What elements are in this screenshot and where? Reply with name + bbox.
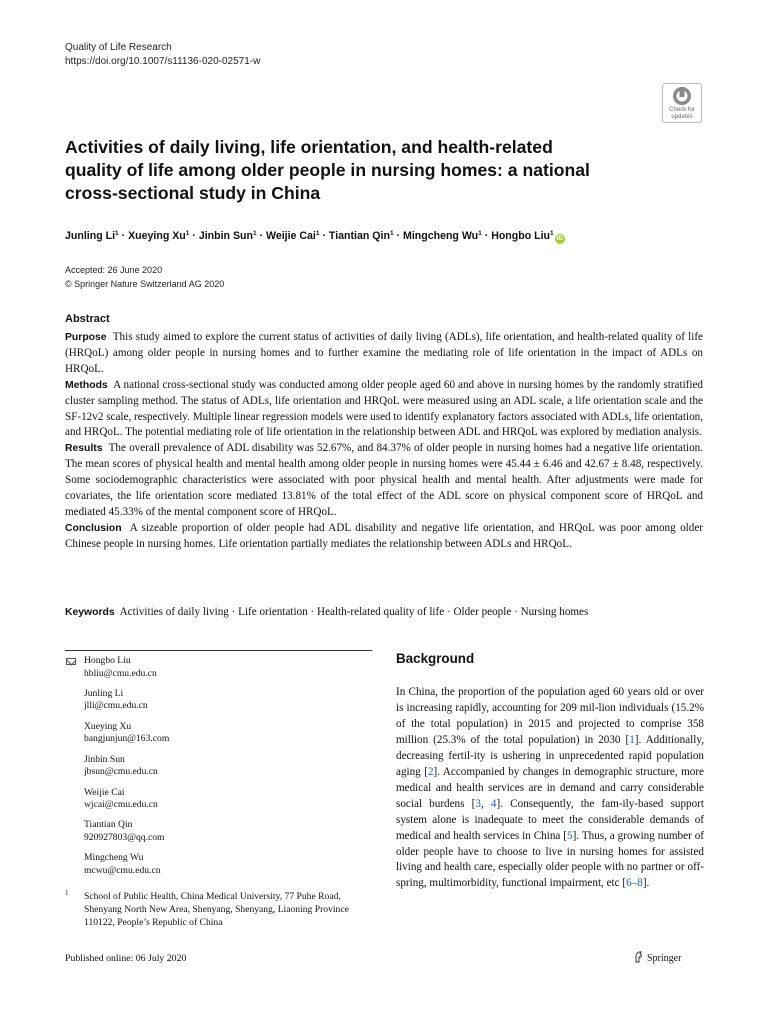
contact-name: Mingcheng Wu — [84, 852, 144, 864]
author-list — [65, 226, 705, 244]
journal-name: Quality of Life Research — [65, 42, 172, 53]
springer-horse-icon — [634, 951, 643, 963]
author-separator: · — [393, 230, 403, 242]
contact-name: Jinbin Sun — [84, 753, 125, 765]
background-text-part: , — [480, 797, 491, 810]
author-affil: 1 — [315, 230, 320, 237]
contact-name: Hongbo Liu — [84, 655, 131, 666]
author-separator: · — [118, 230, 129, 242]
contact-email[interactable]: bangjunjun@163.com — [84, 733, 170, 745]
background-text-part: ]. Thus, a growing number of older people have to choose to live in nursing homes for assisted living and health care, especially older people with no partner or off-spring, multimorbidity, functional impairment, etc [ — [396, 829, 704, 890]
author-name[interactable]: Tiantian Qin — [328, 230, 390, 242]
contact-entry — [65, 688, 365, 713]
author-name[interactable]: Junling Li — [65, 230, 116, 242]
contact-email[interactable]: wjcai@cmu.edu.cn — [84, 799, 158, 811]
journal-header — [65, 41, 260, 69]
keywords-text: Activities of daily living · Life orientation · Health-related quality of life · Older people · Nursing homes — [119, 606, 589, 618]
author-affil: 1 — [550, 230, 554, 237]
purpose-text: This study aimed to explore the current status of activities of daily living (ADLs), life orientation, and health-related quality of life (HRQoL) among older people in nursing homes and to further examine the mediating role of life orientation in the impact of ADLs on HRQoL. — [65, 331, 703, 375]
background-heading: Background — [396, 651, 475, 666]
author-name[interactable]: Jinbin Sun — [198, 230, 253, 242]
check-line2: updates — [671, 114, 693, 120]
affiliation-text: School of Public Health, China Medical University, 77 Puhe Road, Shenyang North New Area, Shenyang, Shenyang, Liaoning Province 110122, People’s Republic of China — [84, 891, 349, 929]
author-separator: · — [481, 230, 492, 242]
purpose-label: Purpose — [65, 332, 107, 343]
author-name[interactable]: Xueying Xu — [128, 230, 186, 242]
contact-email[interactable]: jbsun@cmu.edu.cn — [84, 766, 158, 778]
contact-entry — [65, 754, 365, 779]
abstract-conclusion — [65, 521, 703, 553]
citation-link[interactable]: 6–8 — [626, 877, 643, 890]
citation-link[interactable]: 2 — [427, 765, 434, 778]
footnote-divider — [65, 650, 372, 651]
citation-link[interactable]: 3 — [475, 797, 481, 810]
citation-link[interactable]: 1 — [629, 733, 635, 746]
author-separator: · — [189, 230, 199, 242]
author-separator: · — [256, 230, 267, 242]
abstract-purpose — [65, 330, 703, 378]
contact-entry — [65, 819, 365, 844]
citation-link[interactable]: 4 — [490, 797, 497, 810]
paper-title — [65, 136, 625, 205]
conclusion-label: Conclusion — [65, 522, 122, 534]
contact-email[interactable]: 920927803@qq.com — [84, 831, 165, 843]
email-icon — [66, 658, 76, 665]
background-text-part: ]. Accompanied by changes in demographic structure, more medical and health services are in demand and carry considerable social burdens [ — [396, 765, 704, 810]
copyright-line: © Springer Nature Switzerland AG 2020 — [65, 278, 225, 289]
accepted-date: Accepted: 26 June 2020 — [65, 265, 163, 275]
background-text — [396, 685, 704, 892]
author-name[interactable]: Weijie Cai — [266, 230, 316, 242]
contact-entry — [65, 787, 365, 812]
background-text-part: ]. — [642, 877, 650, 890]
methods-label: Methods — [65, 379, 108, 391]
contact-name: Weijie Cai — [84, 786, 125, 798]
background-text-part: ]. Consequently, the fam-ily-based support system alone is inadequate to meet the considerable demands of medical and health services in China [ — [396, 797, 704, 842]
check-line1: Check for — [669, 107, 695, 113]
author-name[interactable]: Hongbo Liu — [491, 230, 551, 242]
author-name[interactable]: Mingcheng Wu — [403, 230, 479, 242]
doi-link[interactable]: https://doi.org/10.1007/s11136-020-02571-w — [65, 56, 261, 67]
contact-entry — [65, 655, 365, 680]
author-affil: 1 — [115, 230, 119, 237]
results-text: The overall prevalence of ADL disability was 52.67%, and 84.37% of older people in nursing homes had a negative life orientation. The mean scores of physical health and mental health among older people in nursing homes were 45.44 ± 6.46 and 42.67 ± 8.48, respectively. Some sociodemographic characteristics were associated with poor physical health and mental health. After adjustments were made for covariates, the life orientation score mediated 13.81% of the total effect of the ADL score on physical component score of HRQoL and mediated 45.33% of the mental component score of HRQoL. — [65, 442, 703, 518]
check-for-updates-button[interactable] — [662, 83, 702, 123]
orcid-icon[interactable]: iD — [556, 236, 563, 242]
author-affil: 1 — [185, 230, 190, 237]
methods-text: A national cross-sectional study was conducted among older people aged 60 and above in nursing homes by the randomly stratified cluster sampling method. The status of ADLs, life orientation and HRQoL were measured using an ADL scale, a life orientation scale and the SF-12v2 scale, respectively. Multiple linear regression models were used to identify explanatory factors associated with ADLs, life orientation, and HRQoL. The potential mediating role of life orientation in the relationship between ADL and HRQoL was explored by mediation analysis. — [65, 378, 703, 439]
contact-list — [65, 655, 365, 885]
title-line-2: quality of life among older people in nursing homes: a national — [65, 160, 590, 180]
conclusion-text: A sizeable proportion of older people had ADL disability and negative life orientation, and HRQoL was poor among older Chinese people in nursing homes. Life orientation partially mediates the relationship between ADLs and HRQoL. — [65, 521, 703, 550]
contact-email[interactable]: hbliu@cmu.edu.cn — [84, 667, 157, 679]
citation-link[interactable]: 5 — [567, 829, 573, 842]
affiliation-number: 1 — [65, 889, 69, 897]
keywords-label: Keywords — [65, 607, 115, 618]
background-text-part: ]. Additionally, decreasing fertil-ity is ushering in unprecedented rapid population aging [ — [396, 733, 704, 778]
author-separator: · — [319, 230, 329, 242]
title-line-1: Activities of daily living, life orientation, and health-related — [65, 137, 553, 157]
contact-entry — [65, 721, 365, 746]
affiliation — [65, 890, 365, 930]
abstract-methods — [65, 378, 703, 442]
contact-name: Tiantian Qin — [84, 819, 133, 831]
background-text-part: In China, the proportion of the population aged 60 years old or over is increasing rapidly, accounting for 209 mil-lion individuals (15.2% of the total population) in 2015 and projected to comprise 358 million (25.3% of the total population) in 2030 [ — [396, 686, 704, 746]
publisher-name: Springer — [647, 953, 682, 964]
publication-dates — [65, 264, 224, 291]
check-updates-icon — [672, 86, 692, 106]
author-affil: 1 — [389, 230, 394, 237]
contact-entry — [65, 852, 365, 877]
abstract-body — [65, 330, 703, 553]
contact-email[interactable]: mcwu@cmu.edu.cn — [84, 864, 161, 876]
contact-name: Junling Li — [84, 687, 124, 699]
publisher-logo — [634, 951, 681, 964]
author-affil: 1 — [478, 230, 482, 237]
author-affil: 1 — [252, 230, 257, 237]
contact-email[interactable]: jlli@cmu.edu.cn — [84, 700, 148, 712]
abstract-heading: Abstract — [65, 313, 110, 325]
published-online: Published online: 06 July 2020 — [65, 953, 187, 964]
keywords — [65, 604, 705, 621]
results-label: Results — [65, 443, 103, 455]
contact-name: Xueying Xu — [84, 720, 132, 732]
title-line-3: cross-sectional study in China — [65, 183, 321, 203]
abstract-results — [65, 441, 703, 521]
